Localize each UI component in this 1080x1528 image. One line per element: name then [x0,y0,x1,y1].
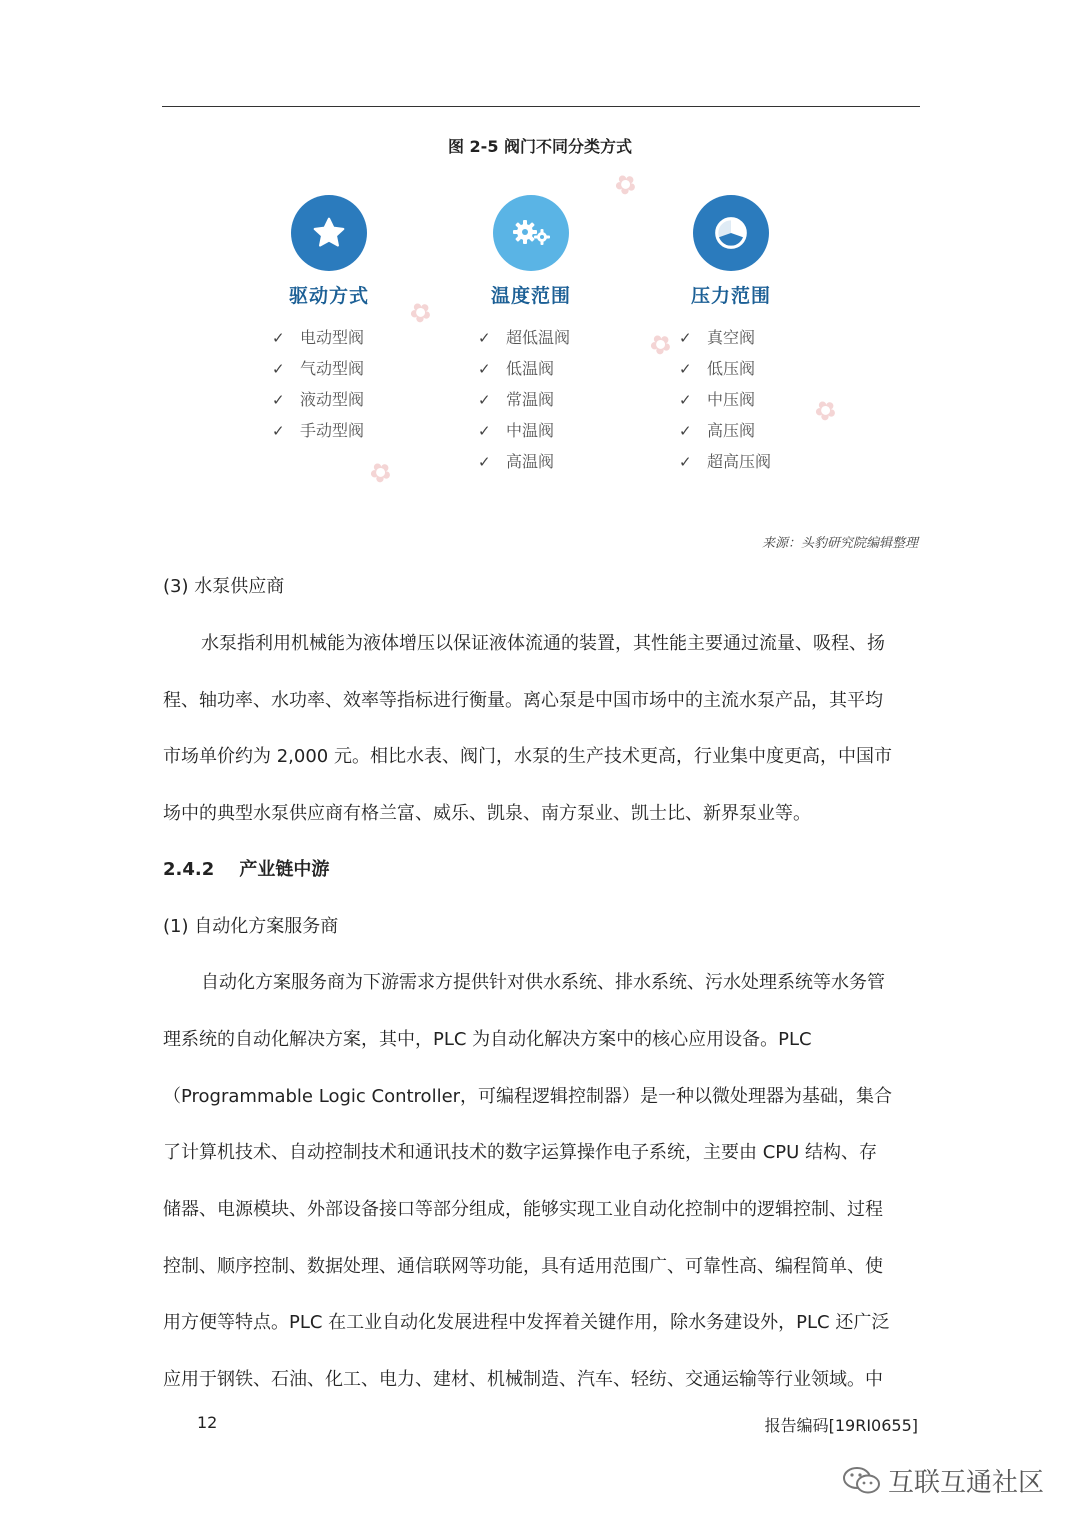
paragraph-line: 控制、顺序控制、数据处理、通信联网等功能，具有适用范围广、可靠性高、编程简单、使 [163,1256,883,1277]
paragraph-line: 应用于钢铁、石油、化工、电力、建材、机械制造、汽车、轻纺、交通运输等行业领域。中 [163,1369,883,1390]
drive-list [272,322,429,446]
page-number: 12 [197,1413,218,1432]
check-icon: ✓ [478,360,491,378]
list-item: ✓ 高压阀 [679,415,831,446]
paragraph-line: 程、轴功率、水功率、效率等指标进行衡量。离心泵是中国市场中的主流水泵产品，其平均 [163,690,883,711]
list-item: ✓ 低温阀 [478,353,631,384]
list-item: ✓ 超高压阀 [679,446,831,477]
list-item: ✓ 中温阀 [478,415,631,446]
paragraph-line: 了计算机技术、自动控制技术和通讯技术的数字运算操作电子系统，主要由 CPU 结构、存 [163,1142,878,1163]
check-icon: ✓ [272,422,285,440]
temperature-heading: 温度范围 [490,285,571,307]
list-item: ✓ 超低温阀 [478,322,631,353]
paragraph-line: 水泵指利用机械能为液体增压以保证液体流通的装置，其性能主要通过流量、吸程、扬 [201,633,885,654]
category-drive [229,195,429,446]
check-icon: ✓ [272,360,285,378]
pie-chart-icon [712,214,750,252]
check-icon: ✓ [679,422,692,440]
watermark-logo: ✿ [403,294,438,332]
drive-heading: 驱动方式 [288,285,369,307]
pressure-heading: 压力范围 [690,285,771,307]
check-icon: ✓ [478,329,491,347]
paragraph-line: 储器、电源模块、外部设备接口等部分组成，能够实现工业自动化控制中的逻辑控制、过程 [163,1199,883,1220]
list-item: ✓ 低压阀 [679,353,831,384]
list-item: ✓ 中压阀 [679,384,831,415]
subsection-automation: (1) 自动化方案服务商 [163,916,339,937]
gears-icon [509,215,553,251]
watermark-logo: ✿ [608,166,643,204]
paragraph-line: 自动化方案服务商为下游需求方提供针对供水系统、排水系统、污水处理系统等水务管 [201,972,885,993]
star-icon [311,215,347,251]
list-item: ✓ 气动型阀 [272,353,429,384]
list-item: ✓ 常温阀 [478,384,631,415]
paragraph-line: 场中的典型水泵供应商有格兰富、威乐、凯泉、南方泵业、凯士比、新界泵业等。 [163,803,811,824]
list-item: ✓ 真空阀 [679,322,831,353]
list-item: ✓ 手动型阀 [272,415,429,446]
watermark-logo: ✿ [643,326,678,364]
paragraph-line: 用方便等特点。PLC 在工业自动化发展进程中发挥着关键作用，除水务建设外，PLC 还广泛 [163,1312,890,1333]
check-icon: ✓ [478,453,491,471]
brand-name: 互联互通社区 [887,1468,1044,1498]
check-icon: ✓ [272,329,285,347]
check-icon: ✓ [478,422,491,440]
watermark-logo: ✿ [808,392,843,430]
category-temperature [431,195,631,477]
header-rule [162,106,920,107]
figure-title: 图 2-5 阀门不同分类方式 [447,137,633,156]
check-icon: ✓ [478,391,491,409]
category-pressure [631,195,831,477]
check-icon: ✓ [679,453,692,471]
list-item: ✓ 电动型阀 [272,322,429,353]
temperature-badge [493,195,569,271]
pressure-list [679,322,831,477]
section-heading: 2.4.2 产业链中游 [163,859,330,880]
report-code: 报告编码[19RI0655] [764,1416,918,1435]
pressure-badge [693,195,769,271]
brand-badge [842,1462,1044,1499]
subsection-water-pump: (3) 水泵供应商 [163,576,285,597]
paragraph-line: 市场单价约为 2,000 元。相比水表、阀门，水泵的生产技术更高，行业集中度更高，中国市 [163,746,892,767]
paragraph-line: 理系统的自动化解决方案，其中，PLC 为自动化解决方案中的核心应用设备。PLC [163,1029,812,1050]
watermark-logo: ✿ [363,454,398,492]
figure-source: 来源：头豹研究院编辑整理 [761,536,918,551]
temperature-list [478,322,631,477]
check-icon: ✓ [679,391,692,409]
wechat-icon [842,1465,882,1497]
list-item: ✓ 液动型阀 [272,384,429,415]
list-item: ✓ 高温阀 [478,446,631,477]
paragraph-line: （Programmable Logic Controller，可编程逻辑控制器）是一种以微处理器为基础，集合 [163,1086,893,1107]
check-icon: ✓ [679,329,692,347]
check-icon: ✓ [272,391,285,409]
drive-badge [291,195,367,271]
check-icon: ✓ [679,360,692,378]
